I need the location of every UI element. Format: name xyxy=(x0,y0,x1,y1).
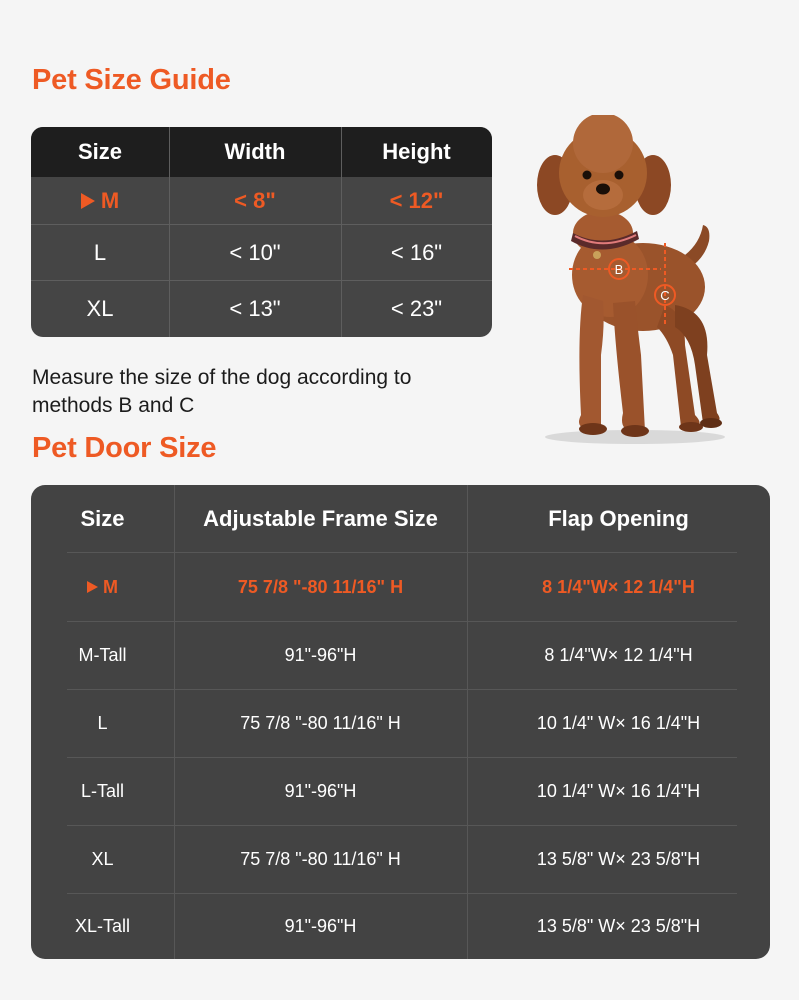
door-size-table xyxy=(31,485,770,959)
door-row-l-size: L xyxy=(97,713,108,733)
size-guide-header-width: Width xyxy=(224,139,286,164)
door-row-m-frame: 75 7/8 "-80 11/16" H xyxy=(237,576,404,597)
door-row-l-frame: 75 7/8 "-80 11/16" H xyxy=(240,713,401,733)
size-guide-header-size: Size xyxy=(77,139,123,164)
door-row-xltall-frame: 91"-96"H xyxy=(284,916,357,936)
door-row-mtall-frame: 91"-96"H xyxy=(284,645,357,665)
door-row-ltall-frame: 91"-96"H xyxy=(284,781,357,801)
door-row-xl-size: XL xyxy=(91,849,114,869)
door-header-frame: Adjustable Frame Size xyxy=(203,505,438,531)
door-row-xl-flap: 13 5/8" W× 23 5/8"H xyxy=(536,849,701,869)
size-guide-row-l-width: < 10" xyxy=(229,239,281,265)
size-guide-header-row xyxy=(31,127,492,177)
size-guide-row-l-size: L xyxy=(93,239,107,265)
door-row-m-size xyxy=(31,553,174,621)
door-header-size: Size xyxy=(80,505,125,531)
size-guide-row-m-width: < 8" xyxy=(234,187,276,213)
size-label: M xyxy=(103,576,118,597)
door-size-title: Pet Door Size xyxy=(32,432,217,464)
door-row-xltall-flap: 13 5/8" W× 23 5/8"H xyxy=(536,916,701,936)
door-row-ltall-flap: 10 1/4" W× 16 1/4"H xyxy=(536,781,701,801)
marker-c-label: C xyxy=(660,288,670,303)
size-guide-title: Pet Size Guide xyxy=(32,64,231,96)
door-row-ltall-size: L-Tall xyxy=(80,781,124,801)
marker-b-label: B xyxy=(614,262,624,277)
size-guide-row-xl-size: XL xyxy=(86,296,114,321)
size-guide-header-height: Height xyxy=(382,139,451,164)
door-row-m-flap: 8 1/4"W× 12 1/4"H xyxy=(542,576,695,597)
selected-arrow-icon xyxy=(87,581,98,593)
measure-instructions: Measure the size of the dog according to methods B and C xyxy=(32,366,412,417)
size-guide-table xyxy=(31,127,492,337)
door-row-mtall-size: M-Tall xyxy=(78,645,127,665)
selected-arrow-icon xyxy=(81,193,95,209)
door-header-flap: Flap Opening xyxy=(548,505,689,531)
size-guide-row-m-height: < 12" xyxy=(389,187,444,213)
door-row-xl-frame: 75 7/8 "-80 11/16" H xyxy=(240,849,401,869)
poodle-illustration xyxy=(525,115,735,455)
door-row-xltall-size: XL-Tall xyxy=(74,916,131,936)
door-row-mtall-flap: 8 1/4"W× 12 1/4"H xyxy=(544,645,693,665)
size-guide-row-m-size xyxy=(31,177,169,224)
size-guide-row-xl-height: < 23" xyxy=(390,296,443,321)
size-guide-row-xl-width: < 13" xyxy=(229,296,281,321)
door-row-l-flap: 10 1/4" W× 16 1/4"H xyxy=(536,713,701,733)
size-guide-row-l-height: < 16" xyxy=(390,239,443,265)
size-label: M xyxy=(100,187,120,213)
